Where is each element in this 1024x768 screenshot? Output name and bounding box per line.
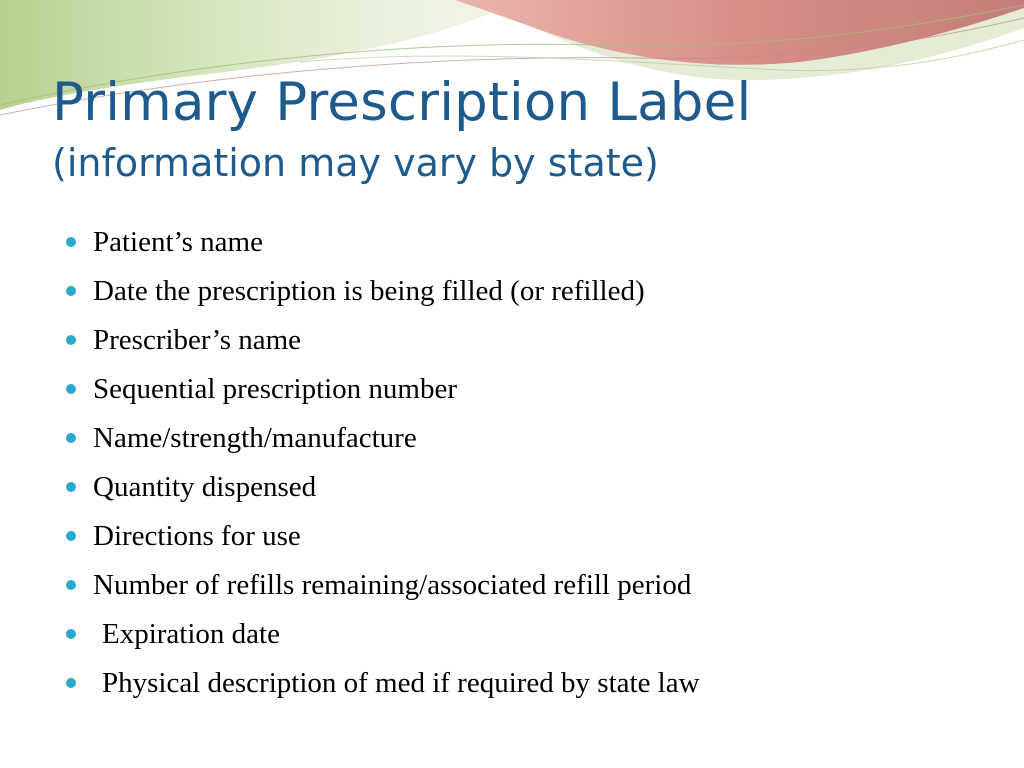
bullet-dot-icon [66, 433, 76, 443]
list-item-text: Expiration date [102, 618, 280, 650]
list-item [62, 512, 1002, 561]
bullet-dot-icon [66, 580, 76, 590]
title-block [52, 70, 992, 188]
bullet-dot-icon [66, 335, 76, 345]
list-item-text: Number of refills remaining/associated refill period [93, 569, 692, 601]
list-item-text: Sequential prescription number [93, 373, 458, 405]
list-item [62, 659, 1002, 708]
list-item [62, 218, 1002, 267]
list-item [62, 463, 1002, 512]
bullet-dot-icon [66, 482, 76, 492]
list-item-text: Date the prescription is being filled (or refilled) [93, 275, 645, 307]
slide-subtitle: (information may vary by state) [52, 141, 659, 185]
list-item [62, 316, 1002, 365]
list-item-text: Prescriber’s name [93, 324, 302, 356]
list-item [62, 414, 1002, 463]
bullet-dot-icon [66, 384, 76, 394]
list-item-text: Patient’s name [93, 226, 263, 258]
bullet-dot-icon [66, 629, 76, 639]
bullet-dot-icon [66, 531, 76, 541]
list-item-text: Physical description of med if required by state law [102, 667, 700, 699]
list-item [62, 365, 1002, 414]
list-item [62, 267, 1002, 316]
list-item-text: Name/strength/manufacture [93, 422, 417, 454]
list-item [62, 561, 1002, 610]
bullet-dot-icon [66, 678, 76, 688]
list-item-text: Directions for use [93, 520, 301, 552]
list-item-text: Quantity dispensed [93, 471, 317, 503]
bullet-dot-icon [66, 286, 76, 296]
bullet-list [62, 218, 1002, 708]
bullet-dot-icon [66, 237, 76, 247]
slide-title: Primary Prescription Label [52, 72, 752, 133]
pink-wave-shape [455, 0, 1024, 65]
list-item [62, 610, 1002, 659]
